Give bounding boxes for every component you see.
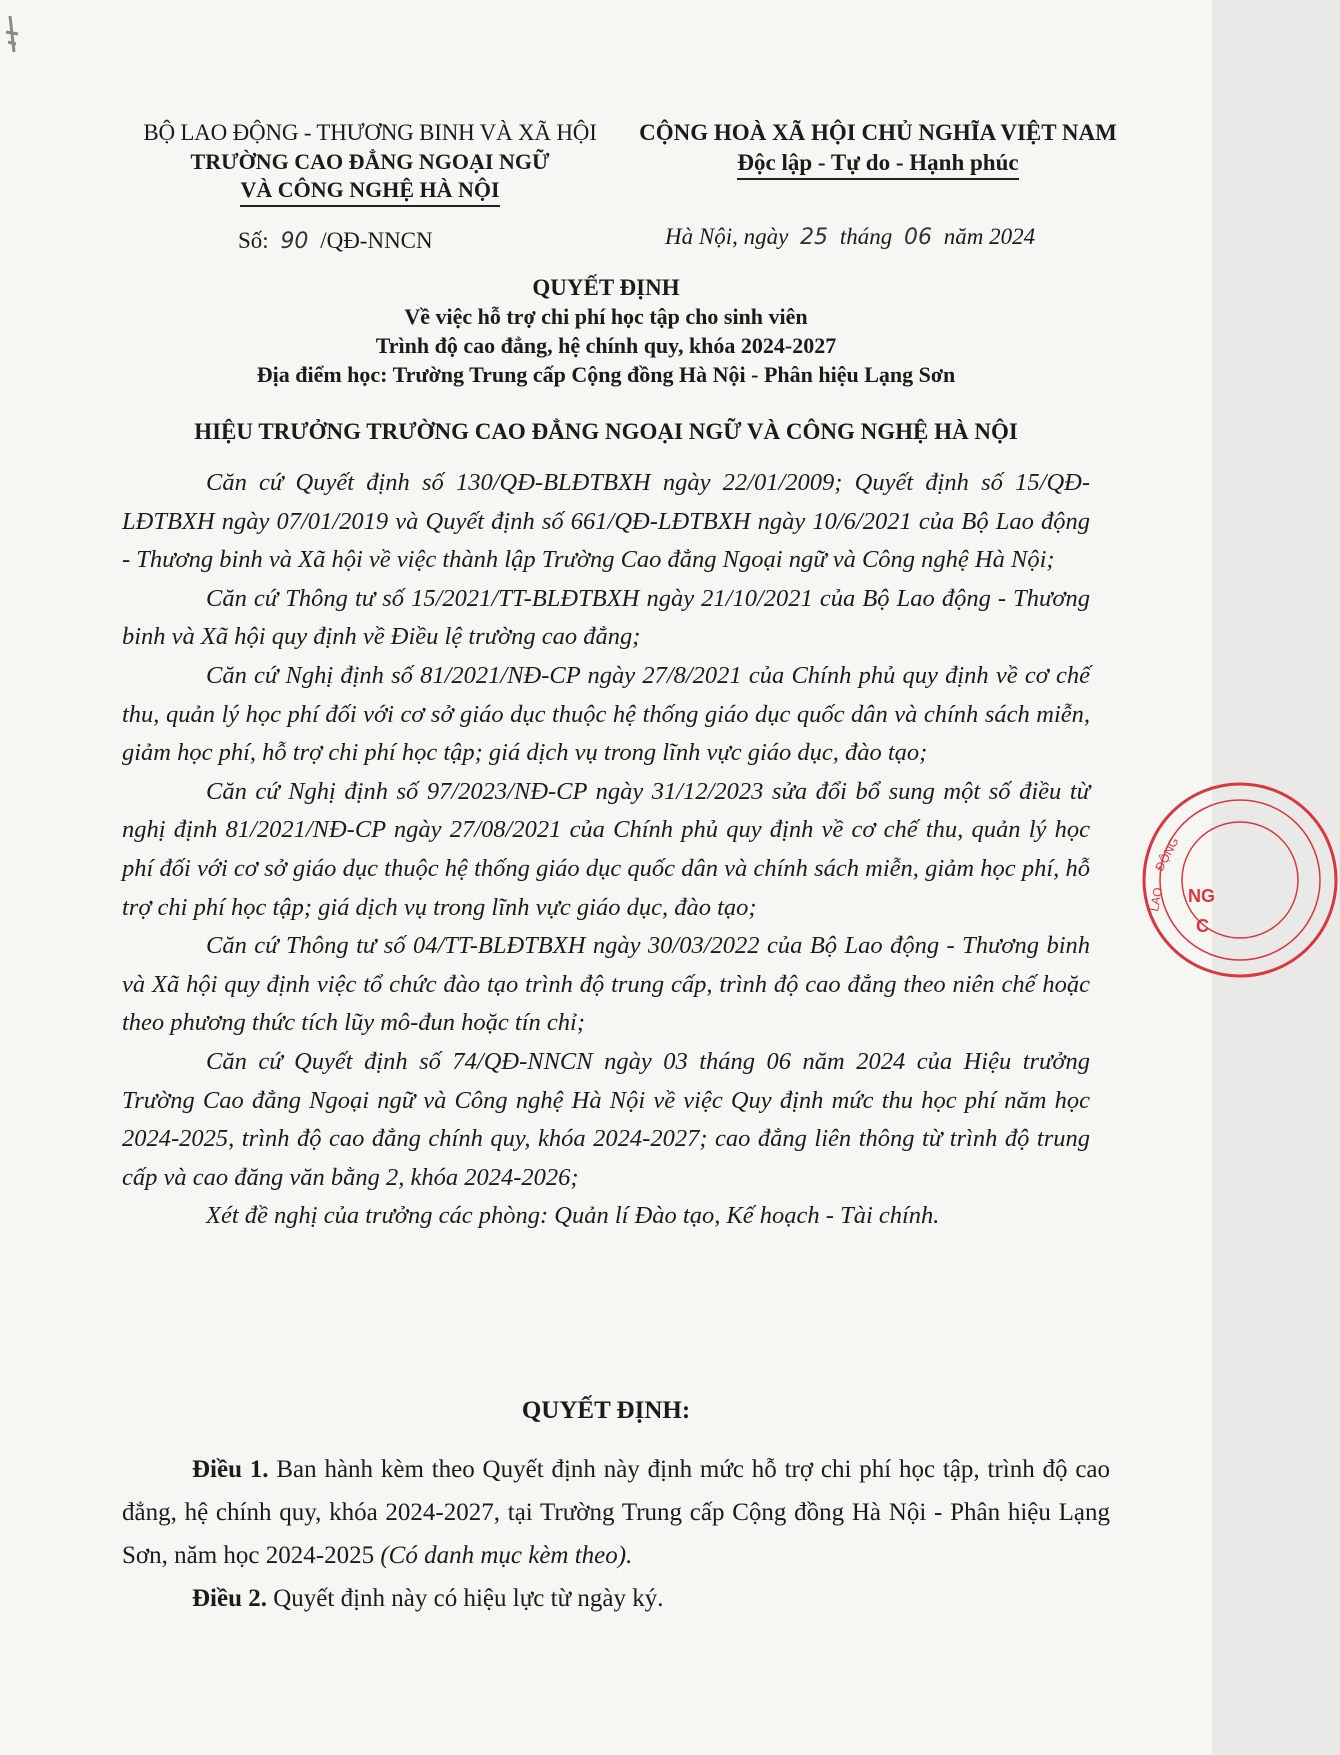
document-number-label: Số: xyxy=(238,228,269,253)
official-seal-icon xyxy=(1140,780,1340,980)
seal-text-4: C xyxy=(1196,916,1209,936)
decision-heading: QUYẾT ĐỊNH: xyxy=(521,1397,691,1424)
articles xyxy=(122,1448,1110,1620)
date-prefix: Hà Nội, ngày xyxy=(665,224,789,249)
legal-bases xyxy=(122,464,1090,1236)
national-header xyxy=(618,118,1138,180)
title-line2: Trình độ cao đẳng, hệ chính quy, khóa 2024-2027 xyxy=(375,333,837,358)
document-number-suffix: /QĐ-NNCN xyxy=(320,228,433,253)
national-motto: Độc lập - Tự do - Hạnh phúc xyxy=(737,148,1018,180)
document-number xyxy=(238,228,433,254)
article-2-label: Điều 2. xyxy=(192,1585,267,1612)
article-2-text: Quyết định này có hiệu lực từ ngày ký. xyxy=(273,1585,664,1612)
date-month: 06 xyxy=(903,225,932,250)
legal-basis-item: Căn cứ Nghị định số 97/2023/NĐ-CP ngày 31/12/2023 sửa đổi bổ sung một số điều từ nghị định 81/2021/NĐ-CP ngày 27/08/2021 của Chính phủ quy định về cơ chế thu, quản lý học phí đối với cơ sở giáo dục thuộc hệ thống giáo dục quốc dân và chính sách miễn, giảm học phí, hỗ trợ chi phí học tập; giá dịch vụ trong lĩnh vực giáo dục, đào tạo; xyxy=(122,777,1090,921)
issuer-block xyxy=(130,118,610,207)
legal-basis-item: Căn cứ Thông tư số 15/2021/TT-BLĐTBXH ngày 21/10/2021 của Bộ Lao động - Thương binh và Xã hội quy định về Điều lệ trường cao đẳng; xyxy=(122,584,1090,651)
scan-artifact-icon xyxy=(4,14,26,54)
school-name-line1: TRƯỜNG CAO ĐẲNG NGOẠI NGỮ xyxy=(190,149,550,174)
date-day: 25 xyxy=(800,225,829,250)
legal-basis-item: Căn cứ Thông tư số 04/TT-BLĐTBXH ngày 30/03/2022 của Bộ Lao động - Thương binh và Xã hội quy định việc tổ chức đào tạo trình độ trung cấp, trình độ cao đẳng theo niên chế hoặc theo phương thức tích lũy mô-đun hoặc tín chỉ; xyxy=(122,932,1090,1037)
document-number-value: 90 xyxy=(280,229,309,254)
article-1-label: Điều 1. xyxy=(192,1456,269,1483)
date-year: năm 2024 xyxy=(943,224,1036,249)
article-1-text: Ban hành kèm theo Quyết định này định mức hỗ trợ chi phí học tập, trình độ cao đẳng, hệ chính quy, khóa 2024-2027, tại Trường Trung cấp Cộng đồng Hà Nội - Phân hiệu Lạng Sơn, năm học 2024-2025 xyxy=(122,1456,1111,1569)
nation-name: CỘNG HOÀ XÃ HỘI CHỦ NGHĨA VIỆT NAM xyxy=(639,120,1117,145)
seal-text-3: NG xyxy=(1188,886,1215,906)
seal-text-1: ĐỘNG xyxy=(1152,835,1182,874)
title-heading: QUYẾT ĐỊNH xyxy=(532,275,680,300)
legal-basis-item: Căn cứ Quyết định số 74/QĐ-NNCN ngày 03 tháng 06 năm 2024 của Hiệu trưởng Trường Cao đẳng Ngoại ngữ và Công nghệ Hà Nội về việc Quy định mức thu học phí năm học 2024-2025, trình độ cao đẳng chính quy, khóa 2024-2027; cao đẳng liên thông từ trình độ trung cấp và cao đăng văn bằng 2, khóa 2024-2026; xyxy=(122,1047,1090,1191)
article-2 xyxy=(122,1577,1110,1620)
school-name-line2: VÀ CÔNG NGHỆ HÀ NỘI xyxy=(240,176,499,207)
seal-text-2: LAO xyxy=(1147,886,1166,913)
legal-basis-item: Căn cứ Nghị định số 81/2021/NĐ-CP ngày 27/8/2021 của Chính phủ quy định về cơ chế thu, quản lý học phí đối với cơ sở giáo dục thuộc hệ thống giáo dục quốc dân và chính sách miễn, giảm học phí, hỗ trợ chi phí học tập; giá dịch vụ trong lĩnh vực giáo dục, đào tạo; xyxy=(122,661,1090,767)
date-month-label: tháng xyxy=(839,224,893,249)
article-1-note: (Có danh mục kèm theo). xyxy=(380,1542,633,1569)
issue-date xyxy=(665,224,1035,250)
legal-basis-item: Xét đề nghị của trưởng các phòng: Quản lí Đào tạo, Kế hoạch - Tài chính. xyxy=(206,1202,940,1230)
legal-basis-item: Căn cứ Quyết định số 130/QĐ-BLĐTBXH ngày 22/01/2009; Quyết định số 15/QĐ-LĐTBXH ngày 07/01/2019 và Quyết định số 661/QĐ-LĐTBXH ngày 10/6/2021 của Bộ Lao động - Thương binh và Xã hội về việc thành lập Trường Cao đẳng Ngoại ngữ và Công nghệ Hà Nội; xyxy=(122,469,1090,574)
document-title xyxy=(0,273,1212,389)
issuing-authority: HIỆU TRƯỞNG TRƯỜNG CAO ĐẲNG NGOẠI NGỮ VÀ CÔNG NGHỆ HÀ NỘI xyxy=(194,419,1018,444)
ministry-name: BỘ LAO ĐỘNG - THƯƠNG BINH VÀ XÃ HỘI xyxy=(143,120,597,145)
article-1 xyxy=(122,1448,1110,1577)
title-line3: Địa điểm học: Trường Trung cấp Cộng đồng Hà Nội - Phân hiệu Lạng Sơn xyxy=(256,362,956,387)
title-line1: Về việc hỗ trợ chi phí học tập cho sinh viên xyxy=(404,304,808,329)
